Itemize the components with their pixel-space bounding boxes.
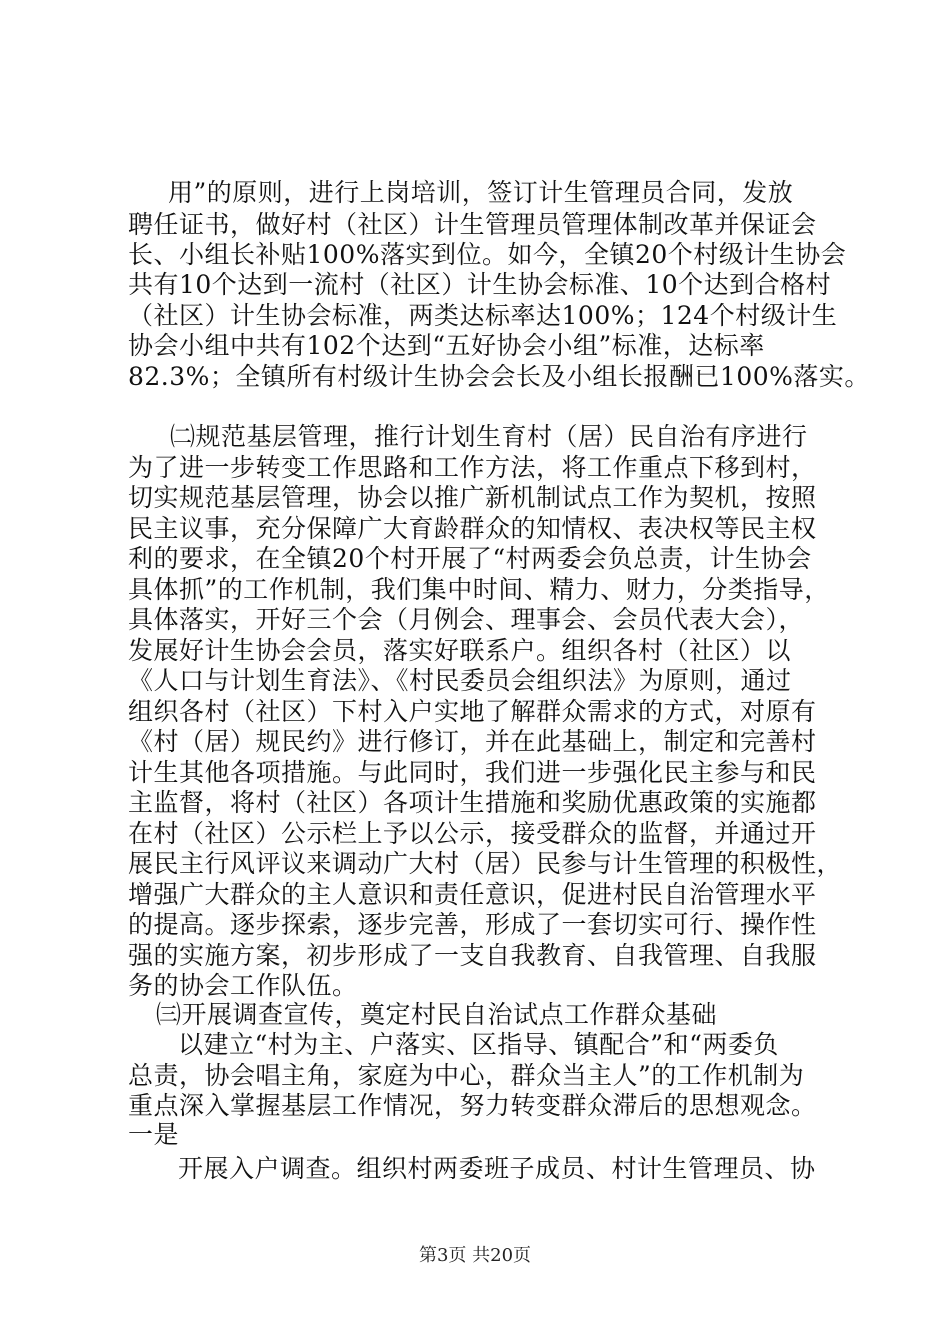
text-line: 《人口与计划生育法》、《村民委员会组织法》为原则，通过 [128,666,792,695]
text-line: 以建立“村为主、户落实、区指导、镇配合”和“两委负 [178,1030,779,1059]
text-line: 82.3%；全镇所有村级计生协会会长及小组长报酬已100%落实。 [128,362,870,391]
text-line: 开展入户调查。组织村两委班子成员、村计生管理员、协 [178,1154,816,1183]
text-line: 共有10个达到一流村（社区）计生协会标准、10个达到合格村 [128,270,832,299]
text-line: 增强广大群众的主人意识和责任意识，促进村民自治管理水平 [128,880,817,909]
text-line: 务的协会工作队伍。 [128,971,358,1000]
text-line: 切实规范基层管理，协会以推广新机制试点工作为契机，按照 [128,483,817,512]
text-line: 聘任证书，做好村（社区）计生管理员管理体制改革并保证会 [128,210,817,239]
text-line: 在村（社区）公示栏上予以公示，接受群众的监督，并通过开 [128,819,817,848]
section-heading: ㈢开展调查宣传，奠定村民自治试点工作群众基础 [156,1000,718,1029]
text-line: 展民主行风评议来调动广大村（居）民参与计生管理的积极性， [128,849,843,878]
text-line: 长、小组长补贴100%落实到位。如今，全镇20个村级计生协会 [128,240,847,269]
text-line: 一是 [128,1120,180,1149]
text-line: 具体落实，开好三个会（月例会、理事会、会员代表大会）， [128,605,805,634]
page-number-footer: 第3页 共20页 [418,1245,532,1266]
text-line: 为了进一步转变工作思路和工作方法，将工作重点下移到村， [128,453,817,482]
text-line: 协会小组中共有102个达到“五好协会小组”标准，达标率 [128,331,765,360]
text-line: 强的实施方案，初步形成了一支自我教育、自我管理、自我服 [128,941,817,970]
text-line: 重点深入掌握基层工作情况，努力转变群众滞后的思想观念。 [128,1091,817,1120]
text-line: 主监督，将村（社区）各项计生措施和奖励优惠政策的实施都 [128,788,817,817]
text-line: 用”的原则，进行上岗培训，签订计生管理员合同，发放 [168,178,794,207]
text-line: 组织各村（社区）下村入户实地了解群众需求的方式，对原有 [128,697,817,726]
text-line: 《村（居）规民约》进行修订，并在此基础上，制定和完善村 [128,727,817,756]
text-line: （社区）计生协会标准，两类达标率达100%；124个村级计生 [128,301,838,330]
section-heading: ㈡规范基层管理，推行计划生育村（居）民自治有序进行 [170,422,808,451]
text-line: 的提高。逐步探索，逐步完善，形成了一套切实可行、操作性 [128,910,817,939]
text-line: 利的要求，在全镇20个村开展了“村两委会负总责，计生协会 [128,544,812,573]
text-line: 计生其他各项措施。与此同时，我们进一步强化民主参与和民 [128,758,817,787]
text-line: 总责，协会唱主角，家庭为中心，群众当主人”的工作机制为 [128,1061,805,1090]
text-line: 民主议事，充分保障广大育龄群众的知情权、表决权等民主权 [128,514,817,543]
text-line: 发展好计生协会会员，落实好联系户。组织各村（社区）以 [128,636,792,665]
text-line: 具体抓”的工作机制，我们集中时间、精力、财力，分类指导， [128,575,830,604]
